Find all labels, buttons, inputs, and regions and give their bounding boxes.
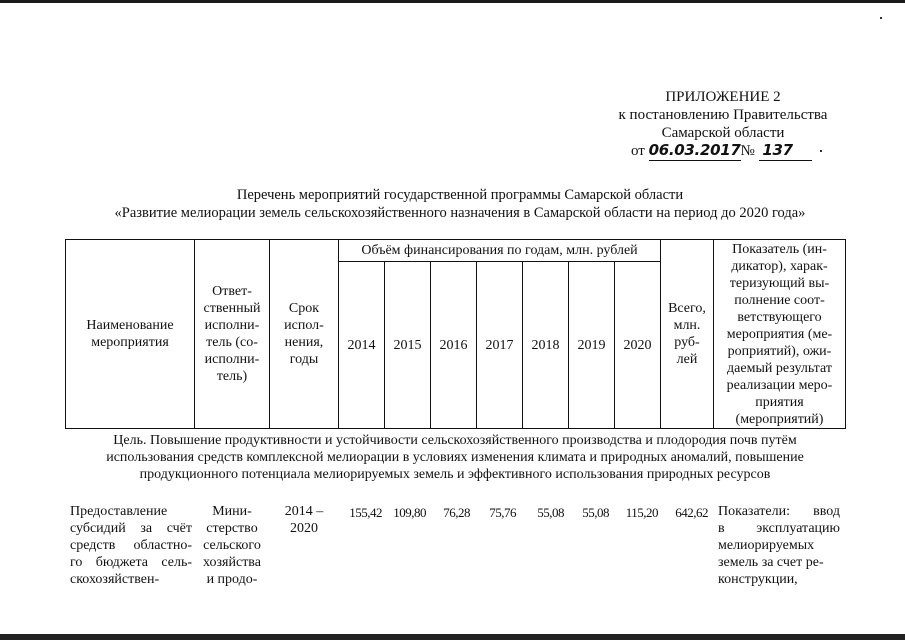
- header-executor-line: ственный: [203, 301, 261, 316]
- row1-name-line: субсидий за счёт: [70, 521, 192, 536]
- header-executor-line: тель): [216, 369, 248, 384]
- header-year: 2015: [393, 337, 422, 353]
- header-term-line: испол-: [284, 318, 324, 333]
- header-year: 2019: [577, 337, 606, 353]
- header-term: [270, 240, 338, 428]
- header-term-line: Срок: [288, 301, 320, 316]
- row1-value-2016: 76,28: [443, 505, 470, 520]
- number-sign: №: [740, 143, 755, 159]
- header-indicator-line: (мероприятий): [735, 411, 824, 427]
- header-executor-line: Ответ-: [212, 284, 252, 299]
- header-term-line: годы: [289, 352, 319, 367]
- goal-line: Цель. Повышение продуктивности и устойчивости сельскохозяйственного производства и плодородия почв путём: [113, 433, 797, 448]
- table-right-border: [845, 239, 846, 429]
- row1-indicator-line: конструкции,: [718, 572, 798, 587]
- header-indicator-line: ветствующего: [737, 309, 822, 325]
- document-title: [60, 186, 860, 222]
- header-year: 2017: [485, 337, 514, 353]
- row1-value-2019: 55,08: [582, 505, 609, 520]
- date-prefix: от: [631, 143, 645, 159]
- header-indicator-line: дикатор), харак-: [731, 258, 828, 274]
- header-executor: [195, 240, 269, 428]
- header-total-line: лей: [676, 352, 698, 367]
- header-name-line: Наименование: [86, 318, 174, 333]
- row1-indicator-line: Показатели: ввод: [718, 504, 840, 519]
- header-indicator-line: даемый результат: [727, 360, 832, 376]
- header-total-line: млн.: [673, 318, 701, 333]
- header-indicator-line: полнение соот-: [734, 292, 825, 308]
- header-executor-line: тель (со-: [206, 335, 258, 350]
- header-indicator-line: мероприятия (ме-: [726, 326, 833, 342]
- header-total-line: руб-: [674, 335, 700, 350]
- row1-value-2018: 55,08: [537, 505, 564, 520]
- header-term-line: нения,: [284, 335, 324, 350]
- row1-name-line: средств областно-: [70, 538, 192, 553]
- row1-executor: Мини- стерство сельского хозяйства и продо-: [203, 504, 261, 587]
- header-year: 2018: [531, 337, 560, 353]
- header-executor-line: исполни-: [204, 318, 260, 333]
- row1-name-line: Предоставление: [70, 504, 168, 519]
- header-year: 2020: [623, 337, 652, 353]
- handwritten-number: 137: [762, 141, 793, 159]
- row1-name-line: го бюджета сель-: [70, 555, 192, 570]
- table-header-bottom-border: [65, 428, 845, 429]
- row1-value-2014: 155,42: [349, 505, 382, 520]
- scan-speck: [880, 17, 882, 19]
- header-executor-line: исполни-: [204, 352, 260, 367]
- document-title-line-1: Перечень мероприятий государственной программы Самарской области: [236, 187, 684, 203]
- header-financing-group: Объём финансирования по годам, млн. рублей: [361, 243, 638, 258]
- row1-indicator-line: земель за счет ре-: [718, 555, 824, 570]
- program-goal: [70, 432, 840, 483]
- row1-indicator-line: мелиорируемых: [718, 538, 815, 553]
- header-indicator: [714, 240, 845, 428]
- goal-line: продукционного потенциала мелиорируемых земель и эффективного использования природных ресурсов: [139, 467, 771, 482]
- header-total: [661, 240, 713, 428]
- scan-speck: [820, 150, 822, 152]
- row1-indicator-line: в эксплуатацию: [718, 521, 840, 536]
- document-title-line-2: «Развитие мелиорации земель сельскохозяйственного назначения в Самарской области на период до 2020 года»: [114, 205, 806, 221]
- row1-value-2015: 109,80: [393, 505, 426, 520]
- row1-indicator: [718, 503, 840, 588]
- appendix-title: ПРИЛОЖЕНИЕ 2: [665, 89, 781, 105]
- row1-value-2020: 115,20: [625, 505, 658, 520]
- header-indicator-line: реализации меро-: [726, 377, 833, 393]
- header-year: 2014: [347, 337, 376, 353]
- scan-top-edge: [0, 0, 905, 3]
- header-year: 2016: [439, 337, 468, 353]
- header-indicator-line: Показатель (ин-: [732, 241, 827, 257]
- row1-name: [70, 503, 192, 588]
- scan-bottom-edge: [0, 634, 905, 640]
- header-indicator-line: роприятий), ожи-: [727, 343, 832, 359]
- appendix-line-1: к постановлению Правительства: [618, 107, 828, 123]
- row1-name-line: скохозяйствен-: [70, 572, 160, 587]
- header-name: [66, 240, 194, 428]
- appendix-line-2: Самарской области: [661, 125, 785, 141]
- date-value: [649, 143, 741, 161]
- row1-total: 642,62: [675, 505, 708, 520]
- appendix-block: [600, 88, 846, 142]
- number-value: [759, 143, 812, 161]
- goal-line: использования средств комплексной мелиорации в условиях изменения климата и природных аномалий, повышение: [106, 450, 804, 465]
- row1-value-2017: 75,76: [489, 505, 516, 520]
- appendix-date-line: [631, 141, 812, 160]
- header-indicator-line: теризующий вы-: [729, 275, 830, 291]
- header-total-line: Всего,: [668, 301, 706, 316]
- header-indicator-line: приятия: [755, 394, 804, 410]
- header-name-line: мероприятия: [91, 335, 169, 350]
- row1-term: 2014 – 2020: [284, 504, 324, 536]
- handwritten-date: 06.03.2017: [648, 141, 741, 159]
